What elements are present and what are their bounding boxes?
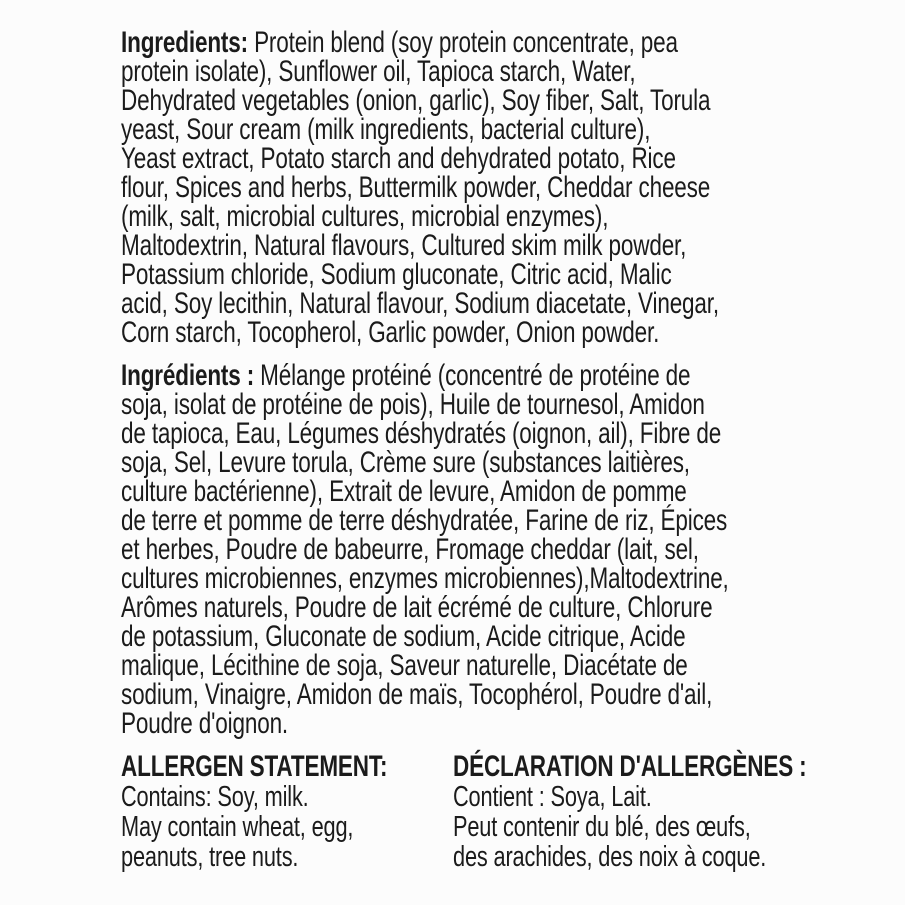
ingredients-fr-line: malique, Lécithine de soja, Saveur naturelle, Diacétate de bbox=[121, 649, 688, 682]
ingredients-en-line: flour, Spices and herbs, Buttermilk powder, Cheddar cheese bbox=[121, 171, 711, 204]
ingredients-fr-line: de tapioca, Eau, Légumes déshydratés (oignon, ail), Fibre de bbox=[121, 417, 722, 450]
ingredients-fr-line: culture bactérienne), Extrait de levure, Amidon de pomme bbox=[121, 475, 687, 508]
ingredients-en-line: Corn starch, Tocopherol, Garlic powder, Onion powder. bbox=[121, 316, 660, 349]
ingredients-en-line: protein isolate), Sunflower oil, Tapioca starch, Water, bbox=[121, 55, 636, 88]
ingredients-en-heading: Ingredients: bbox=[121, 26, 248, 59]
allergen-en-line: May contain wheat, egg, bbox=[121, 811, 354, 843]
ingredients-en-line: (milk, salt, microbial cultures, microbial enzymes), bbox=[121, 200, 609, 233]
ingredients-en-line: yeast, Sour cream (milk ingredients, bacterial culture), bbox=[121, 113, 651, 146]
ingredients-en-line: Potassium chloride, Sodium gluconate, Citric acid, Malic bbox=[121, 258, 672, 291]
ingredients-fr-paragraph bbox=[121, 361, 796, 738]
ingredients-en-paragraph bbox=[121, 28, 796, 347]
ingredients-fr-line: cultures microbiennes, enzymes microbiennes),Maltodextrine, bbox=[121, 562, 729, 595]
ingredients-fr-line: Arômes naturels, Poudre de lait écrémé de culture, Chlorure bbox=[121, 591, 713, 624]
allergen-en-line: peanuts, tree nuts. bbox=[121, 841, 299, 873]
ingredients-en-line: Maltodextrin, Natural flavours, Cultured skim milk powder, bbox=[121, 229, 687, 262]
ingredients-en-first-line-text: Protein blend (soy protein concentrate, pea bbox=[254, 26, 678, 59]
allergen-en-heading: ALLERGEN STATEMENT: bbox=[121, 750, 388, 783]
ingredients-fr-line: Poudre d'oignon. bbox=[121, 707, 289, 740]
ingredients-fr-line bbox=[121, 361, 796, 390]
ingredients-en-line: Dehydrated vegetables (onion, garlic), Soy fiber, Salt, Torula bbox=[121, 84, 711, 117]
ingredients-en-line: Yeast extract, Potato starch and dehydrated potato, Rice bbox=[121, 142, 676, 175]
ingredients-fr-line: de potassium, Gluconate de sodium, Acide citrique, Acide bbox=[121, 620, 686, 653]
allergen-statement-fr bbox=[453, 752, 888, 872]
ingredients-fr-heading: Ingrédients : bbox=[121, 359, 255, 392]
ingredients-fr-line: de terre et pomme de terre déshydratée, Farine de riz, Épices bbox=[121, 504, 728, 537]
allergen-fr-line: des arachides, des noix à coque. bbox=[453, 841, 767, 873]
allergen-fr-line: Peut contenir du blé, des œufs, bbox=[453, 811, 751, 843]
ingredients-en-line: acid, Soy lecithin, Natural flavour, Sodium diacetate, Vinegar, bbox=[121, 287, 719, 320]
ingredients-fr-line: et herbes, Poudre de babeurre, Fromage cheddar (lait, sel, bbox=[121, 533, 699, 566]
allergen-fr-heading: DÉCLARATION D'ALLERGÈNES : bbox=[453, 750, 807, 783]
allergen-fr-line: Contient : Soya, Lait. bbox=[453, 781, 652, 813]
ingredients-fr-line: soja, Sel, Levure torula, Crème sure (substances laitières, bbox=[121, 446, 690, 479]
allergen-en-line: Contains: Soy, milk. bbox=[121, 781, 309, 813]
ingredients-fr-first-line-text: Mélange protéiné (concentré de protéine de bbox=[260, 359, 691, 392]
ingredients-fr-line: soja, isolat de protéine de pois), Huile de tournesol, Amidon bbox=[121, 388, 705, 421]
ingredients-fr-line: sodium, Vinaigre, Amidon de maïs, Tocophérol, Poudre d'ail, bbox=[121, 678, 713, 711]
ingredients-en-line bbox=[121, 28, 796, 57]
